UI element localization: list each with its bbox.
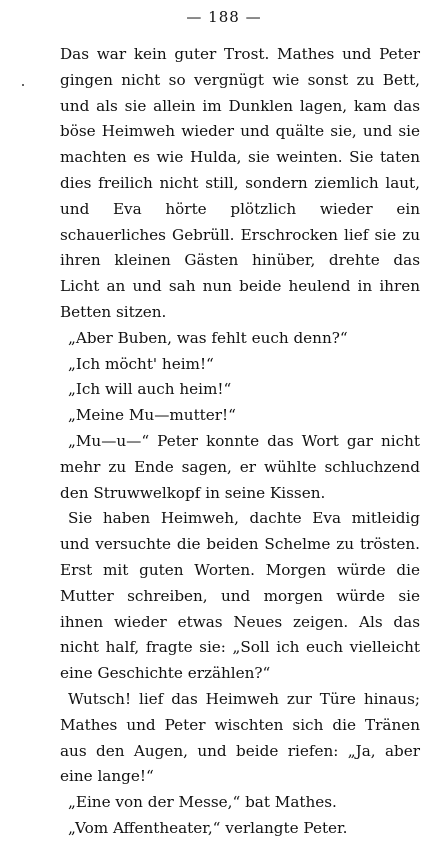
- page-number: — 188 —: [186, 8, 262, 26]
- paragraph-3: „Ich möcht' heim!“: [68, 354, 214, 373]
- paragraph-5: „Meine Mu—mutter!“: [68, 406, 236, 425]
- paragraph-7: Sie haben Heimweh, dachte Eva mitleidig und versuchte die beiden Schelme zu trösten. Erst mit guten Worten. Morgen würde die Mutter schreiben, und morgen würde sie ihnen wieder etwas Neues zeigen. Als das nicht half, fragte sie: „Soll ich euch vielleicht eine Geschichte erzählen?“: [60, 509, 420, 683]
- paragraph-8: Wutsch! lief das Heimweh zur Türe hinaus; Mathes und Peter wischten sich die Tränen aus den Augen, und beide riefen: „Ja, aber eine lange!“: [60, 689, 420, 786]
- paragraph-10: „Vom Affentheater,“ verlangte Peter.: [68, 818, 348, 837]
- paragraph-6: „Mu—u—“ Peter konnte das Wort gar nicht mehr zu Ende sagen, er wühlte schluchzend den Struwwelkopf in seine Kissen.: [60, 431, 420, 502]
- margin-speck: [22, 84, 24, 86]
- paragraph-4: „Ich will auch heim!“: [68, 380, 232, 399]
- paragraph-9: „Eine von der Messe,“ bat Mathes.: [68, 793, 337, 812]
- paragraph-1: Das war kein guter Trost. Mathes und Peter gingen nicht so vergnügt wie sonst zu Bett, und als sie allein im Dunklen lagen, kam das böse Heimweh wieder und quälte sie, und sie machten es wie Hulda, sie weinten. Sie taten dies freilich nicht still, sondern ziemlich laut, und Eva hörte plötzlich wieder ein schauerliches Gebrüll. Erschrocken lief sie zu ihren kleinen Gästen hinüber, drehte das Licht an und sah nun beide heulend in ihren Betten sitzen.: [60, 45, 420, 321]
- paragraph-2: „Aber Buben, was fehlt euch denn?“: [68, 328, 348, 347]
- body-text: [60, 42, 420, 842]
